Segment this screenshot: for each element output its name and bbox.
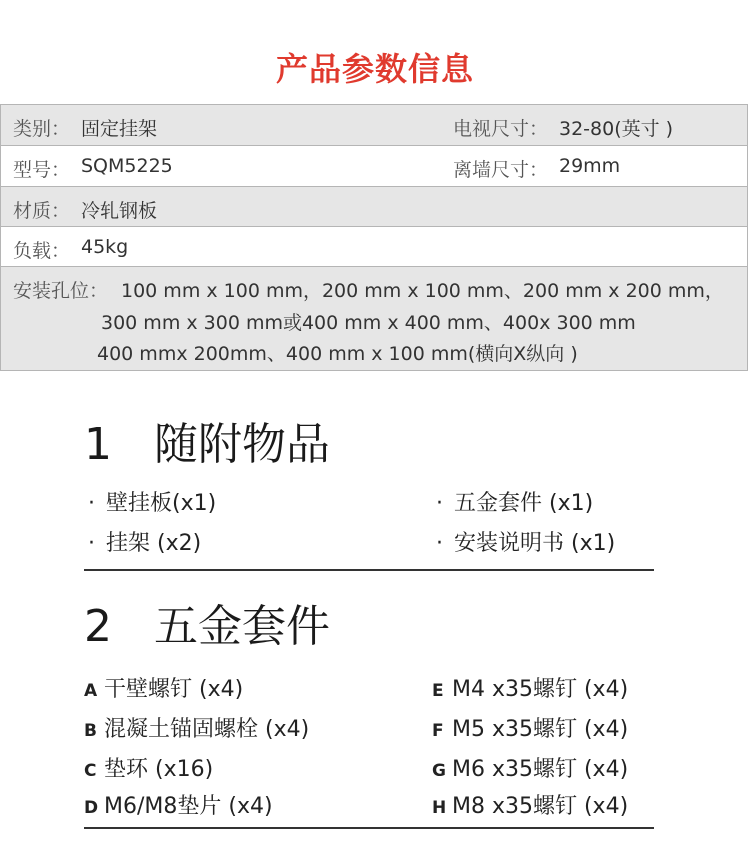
item-letter: H [432,798,447,818]
item-text: 壁挂板(x1) [106,491,217,516]
hardware-item [84,789,273,820]
material-value: 冷轧钢板 [81,200,158,222]
load-label: 负载： [13,240,71,262]
bullet: · [88,531,95,556]
item-letter: E [432,681,444,701]
tv-size-value: 32-80(英寸 ) [559,118,674,140]
item-letter: B [84,721,97,741]
item-letter: F [432,721,444,741]
item-text: M4 x35螺钉 (x4) [452,677,629,702]
bullet: · [88,491,95,516]
section-title: 五金套件 [154,601,330,652]
list-item [88,486,216,517]
item-text: M5 x35螺钉 (x4) [452,717,629,742]
section-number: 2 [84,601,112,652]
section-number: 1 [84,419,112,470]
item-text: M6 x35螺钉 (x4) [452,757,629,782]
section-heading-accessories [84,408,330,472]
hardware-item [432,789,628,820]
item-text: 垫环 (x16) [104,757,214,782]
item-text: M6/M8垫片 (x4) [104,794,273,819]
bullet: · [436,491,443,516]
mounting-label: 安装孔位： [13,280,109,302]
section-divider [84,569,654,571]
mounting-line: 300 mm x 300 mm或400 mm x 400 mm、400x 300 mm [101,312,636,334]
section-title: 随附物品 [154,419,330,470]
spec-row-material [0,186,748,227]
spec-row-load [0,226,748,267]
wall-distance-label: 离墙尺寸： [453,159,549,181]
hardware-item [84,712,309,743]
spec-row-mounting [0,266,748,371]
list-item [436,526,615,557]
mounting-line: 100 mm x 100 mm，200 mm x 100 mm、200 mm x 200 mm， [121,280,724,302]
hardware-item [432,672,628,703]
mounting-line: 400 mmx 200mm、400 mm x 100 mm(横向X纵向 ) [97,343,578,365]
category-label: 类别： [13,118,71,140]
spec-row-category [0,104,748,146]
list-item [88,526,201,557]
wall-distance-value: 29mm [559,155,621,177]
category-value: 固定挂架 [81,118,158,140]
section-heading-hardware [84,590,330,654]
tv-size-label: 电视尺寸： [453,118,549,140]
hardware-item [432,712,628,743]
item-letter: A [84,681,98,701]
spec-row-model [0,145,748,187]
model-label: 型号： [13,159,71,181]
item-text: 混凝土锚固螺栓 (x4) [104,717,310,742]
item-text: 五金套件 (x1) [454,491,594,516]
item-text: 干壁螺钉 (x4) [104,677,244,702]
material-label: 材质： [13,200,71,222]
hardware-item [432,752,628,783]
item-text: 挂架 (x2) [106,531,202,556]
hardware-item [84,672,243,703]
item-letter: C [84,761,97,781]
item-text: M8 x35螺钉 (x4) [452,794,629,819]
item-letter: G [432,761,446,781]
hardware-item [84,752,213,783]
item-letter: D [84,798,99,818]
list-item [436,486,593,517]
model-value: SQM5225 [81,155,173,177]
item-text: 安装说明书 (x1) [454,531,616,556]
bullet: · [436,531,443,556]
load-value: 45kg [81,236,129,258]
page-title: 产品参数信息 [275,50,474,88]
section-divider [84,827,654,829]
